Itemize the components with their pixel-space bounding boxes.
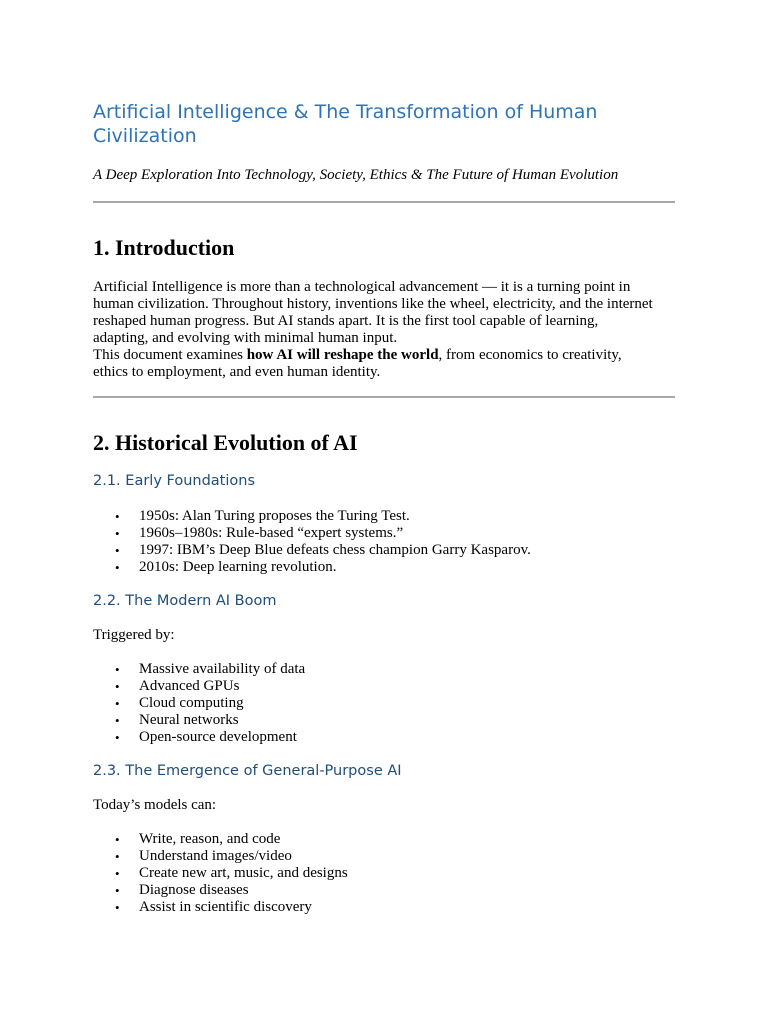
list-item-text: 2010s: Deep learning revolution.	[139, 559, 337, 575]
bullet-icon: •	[115, 662, 120, 677]
bullet-icon: •	[115, 696, 120, 711]
paragraph-emphasis: how AI will reshape the world	[246, 347, 439, 363]
list-item-text: Open-source development	[139, 729, 297, 745]
list-item	[93, 508, 531, 525]
list-item	[93, 525, 531, 542]
list-item	[93, 865, 348, 882]
list-item	[93, 661, 305, 678]
list-item	[93, 848, 348, 865]
paragraph-line: human civilization. Throughout history, inventions like the wheel, electricity, and the internet	[93, 296, 653, 312]
modern-boom-intro: Triggered by:	[93, 627, 175, 643]
paragraph-line: Artificial Intelligence is more than a technological advancement — it is a turning point in	[93, 279, 631, 295]
list-item-text: Massive availability of data	[139, 661, 306, 677]
list-item-text: 1950s: Alan Turing proposes the Turing Test.	[139, 508, 410, 524]
modern-boom-list	[93, 661, 305, 746]
subsection-heading-general-purpose: 2.3. The Emergence of General-Purpose AI	[93, 763, 402, 779]
list-item	[93, 729, 305, 746]
list-item	[93, 678, 305, 695]
bullet-icon: •	[115, 543, 120, 558]
general-purpose-intro: Today’s models can:	[93, 797, 217, 813]
list-item	[93, 831, 348, 848]
paragraph-text: , from economics to creativity,	[438, 347, 622, 363]
bullet-icon: •	[115, 560, 120, 575]
subsection-heading-modern-boom: 2.2. The Modern AI Boom	[93, 593, 277, 609]
document-subtitle: A Deep Exploration Into Technology, Society, Ethics & The Future of Human Evolution	[93, 167, 619, 183]
document-title-line: Civilization	[93, 125, 197, 147]
bullet-icon: •	[115, 730, 120, 745]
bullet-icon: •	[115, 866, 120, 881]
list-item	[93, 882, 348, 899]
introduction-paragraph	[93, 279, 683, 381]
bullet-icon: •	[115, 832, 120, 847]
list-item-text: Understand images/video	[139, 848, 292, 864]
subsection-heading-early-foundations: 2.1. Early Foundations	[93, 473, 255, 489]
list-item-text: Advanced GPUs	[139, 678, 240, 694]
paragraph-line: adapting, and evolving with minimal human input.	[93, 330, 398, 346]
paragraph-line: reshaped human progress. But AI stands apart. It is the first tool capable of learning,	[93, 313, 599, 329]
paragraph-line	[93, 347, 683, 364]
list-item-text: Neural networks	[139, 712, 239, 728]
paragraph-line: ethics to employment, and even human identity.	[93, 364, 381, 380]
document-title-line: Artificial Intelligence & The Transformation of Human	[93, 101, 598, 123]
bullet-icon: •	[115, 509, 120, 524]
bullet-icon: •	[115, 713, 120, 728]
list-item	[93, 712, 305, 729]
list-item	[93, 542, 531, 559]
section-divider	[93, 396, 675, 398]
list-item	[93, 695, 305, 712]
bullet-icon: •	[115, 679, 120, 694]
bullet-icon: •	[115, 900, 120, 915]
list-item-text: 1960s–1980s: Rule-based “expert systems.”	[139, 525, 404, 541]
paragraph-text: This document examines	[93, 347, 247, 363]
bullet-icon: •	[115, 849, 120, 864]
list-item	[93, 899, 348, 916]
bullet-icon: •	[115, 883, 120, 898]
bullet-icon: •	[115, 526, 120, 541]
section-heading-history: 2. Historical Evolution of AI	[93, 430, 358, 455]
general-purpose-list	[93, 831, 348, 916]
list-item-text: Create new art, music, and designs	[139, 865, 348, 881]
list-item	[93, 559, 531, 576]
section-heading-introduction: 1. Introduction	[93, 235, 235, 260]
list-item-text: Write, reason, and code	[139, 831, 281, 847]
section-divider	[93, 201, 675, 203]
list-item-text: Cloud computing	[139, 695, 244, 711]
list-item-text: Assist in scientific discovery	[139, 899, 312, 915]
list-item-text: Diagnose diseases	[139, 882, 249, 898]
document-title	[93, 100, 675, 148]
early-foundations-list	[93, 508, 531, 576]
list-item-text: 1997: IBM’s Deep Blue defeats chess champion Garry Kasparov.	[139, 542, 531, 558]
